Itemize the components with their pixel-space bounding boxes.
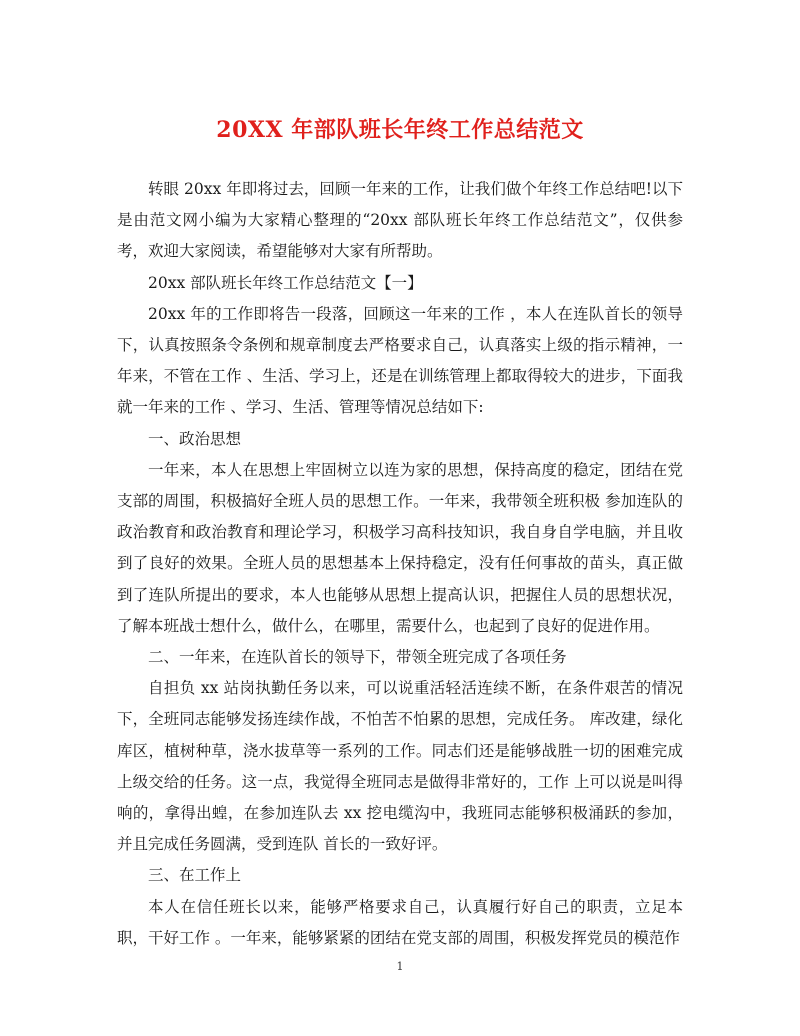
paragraph-politics: 一年来，本人在思想上牢固树立以连为家的思想，保持高度的稳定，团结在党支部的周围，积极搞好全班人员的思想工作。一年来，我带领全班积极 参加连队的政治教育和政治教育和理论学习，积极学习高科技知识，我自身自学电脑，并且收到了良好的效果。全班人员的思想基本上保持稳定，没有任何事故的苗头，真正做到了连队所提出的要求，本人也能够从思想上提高认识，把握住人员的思想状况，了解本班战士想什么，做什么，在哪里，需要什么，也起到了良好的促进作用。: [117, 460, 683, 635]
document-body: [117, 174, 683, 954]
section-heading-work: 三、在工作上: [148, 866, 242, 885]
page-number: 1: [396, 960, 404, 973]
section-heading-tasks: 二、一年来，在连队首长的领导下，带领全班完成了各项任务: [148, 648, 567, 667]
section-heading-essay-one: 20xx 部队班长年终工作总结范文【一】: [148, 273, 423, 292]
section-heading-politics: 一、政治思想: [148, 429, 242, 448]
paragraph-overview: 20xx 年的工作即将告一段落，回顾这一年来的工作 ，本人在连队首长的领导下，认真按照条令条例和规章制度去严格要求自己，认真落实上级的指示精神，一年来，不管在工作 、生活、学习上，还是在训练管理上都取得较大的进步，下面我就一年来的工作 、学习、生活、管理等情况总结如下:: [117, 304, 683, 417]
paragraph-intro: 转眼 20xx 年即将过去，回顾一年来的工作，让我们做个年终工作总结吧!以下是由范文网小编为大家精心整理的“20xx 部队班长年终工作总结范文”，仅供参考，欢迎大家阅读，希望能够对大家有所帮助。: [117, 180, 683, 261]
document-title: 20XX 年部队班长年终工作总结范文: [216, 117, 584, 143]
paragraph-work: 本人在信任班长以来，能够严格要求自己，认真履行好自己的职责，立足本职，干好工作 。一年来，能够紧紧的团结在党支部的周围，积极发挥党员的模范作: [117, 897, 683, 947]
paragraph-tasks: 自担负 xx 站岗执勤任务以来，可以说重活轻活连续不断，在条件艰苦的情况下，全班同志能够发扬连续作战，不怕苦不怕累的思想，完成任务。 库改建，绿化库区，植树种草，浇水拔草等一系列的工作。同志们还是能够战胜一切的困难完成上级交给的任务。这一点，我觉得全班同志是做得非常好的，工作 上可以说是叫得响的，拿得出蝗，在参加连队去 xx 挖电缆沟中，我班同志能够积极涌跃的参加，并且完成任务圆满，受到连队 首长的一致好评。: [117, 679, 683, 854]
